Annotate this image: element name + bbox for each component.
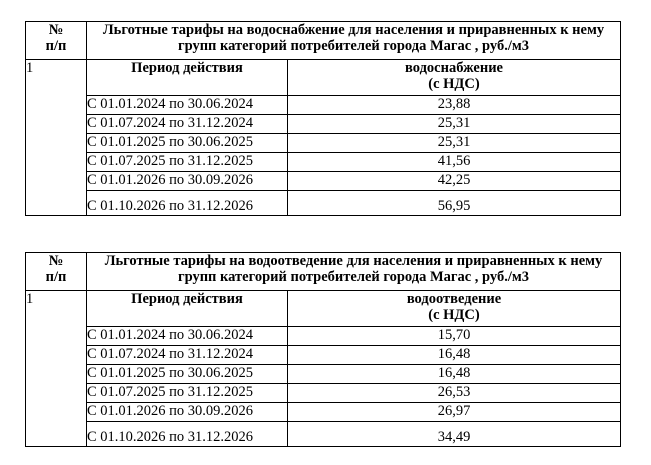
table-row bbox=[26, 327, 621, 346]
row-number-cell bbox=[26, 60, 87, 216]
table-row bbox=[26, 384, 621, 403]
value-cell: 56,95 bbox=[288, 191, 621, 216]
row-number: 1 bbox=[26, 60, 34, 76]
value-cell: 26,53 bbox=[288, 384, 621, 403]
table-row bbox=[26, 422, 621, 447]
value-cell: 34,49 bbox=[288, 422, 621, 447]
period-cell: С 01.07.2024 по 31.12.2024 bbox=[87, 346, 288, 365]
table-row bbox=[26, 153, 621, 172]
period-cell: С 01.07.2025 по 31.12.2025 bbox=[87, 153, 288, 172]
table-row bbox=[26, 96, 621, 115]
value-header bbox=[288, 291, 621, 327]
row-number-header-label: № п/п bbox=[45, 22, 67, 54]
period-header bbox=[87, 291, 288, 327]
row-number-header bbox=[26, 22, 87, 60]
table-header-row bbox=[26, 22, 621, 60]
period-header-label: Период действия bbox=[131, 60, 243, 76]
value-cell: 16,48 bbox=[288, 346, 621, 365]
value-cell: 26,97 bbox=[288, 403, 621, 422]
row-number: 1 bbox=[26, 291, 34, 307]
period-cell: С 01.01.2026 по 30.09.2026 bbox=[87, 172, 288, 191]
water-supply-tariff-table bbox=[25, 21, 621, 216]
value-cell: 25,31 bbox=[288, 115, 621, 134]
period-cell: С 01.01.2024 по 30.06.2024 bbox=[87, 96, 288, 115]
table-title-text: Льготные тарифы на водоотведение для населения и приравненных к нему групп категорий потребителей города Магас , руб./м3 bbox=[104, 253, 603, 285]
value-cell: 23,88 bbox=[288, 96, 621, 115]
wastewater-tariff-table bbox=[25, 252, 621, 447]
period-cell: С 01.01.2024 по 30.06.2024 bbox=[87, 327, 288, 346]
table-header-row bbox=[26, 253, 621, 291]
table-title bbox=[87, 253, 621, 291]
value-cell: 15,70 bbox=[288, 327, 621, 346]
table-subheader-row bbox=[26, 291, 621, 327]
row-number-header-label: № п/п bbox=[45, 253, 67, 285]
row-number-cell bbox=[26, 291, 87, 447]
value-header bbox=[288, 60, 621, 96]
period-header bbox=[87, 60, 288, 96]
table-row bbox=[26, 172, 621, 191]
table-title bbox=[87, 22, 621, 60]
value-cell: 25,31 bbox=[288, 134, 621, 153]
table-row bbox=[26, 346, 621, 365]
period-cell: С 01.10.2026 по 31.12.2026 bbox=[87, 191, 288, 216]
period-cell: С 01.01.2025 по 30.06.2025 bbox=[87, 134, 288, 153]
table-title-text: Льготные тарифы на водоснабжение для населения и приравненных к нему групп категорий потребителей города Магас , руб./м3 bbox=[102, 22, 605, 54]
period-cell: С 01.07.2024 по 31.12.2024 bbox=[87, 115, 288, 134]
period-cell: С 01.01.2025 по 30.06.2025 bbox=[87, 365, 288, 384]
table-row bbox=[26, 115, 621, 134]
period-cell: С 01.07.2025 по 31.12.2025 bbox=[87, 384, 288, 403]
value-header-label: водоотведение (с НДС) bbox=[406, 291, 502, 323]
table-row bbox=[26, 191, 621, 216]
value-cell: 41,56 bbox=[288, 153, 621, 172]
period-cell: С 01.10.2026 по 31.12.2026 bbox=[87, 422, 288, 447]
table-subheader-row bbox=[26, 60, 621, 96]
row-number-header bbox=[26, 253, 87, 291]
period-header-label: Период действия bbox=[131, 291, 243, 307]
value-cell: 16,48 bbox=[288, 365, 621, 384]
value-cell: 42,25 bbox=[288, 172, 621, 191]
value-header-label: водоснабжение (с НДС) bbox=[405, 60, 503, 92]
period-cell: С 01.01.2026 по 30.09.2026 bbox=[87, 403, 288, 422]
table-row bbox=[26, 134, 621, 153]
table-row bbox=[26, 403, 621, 422]
table-row bbox=[26, 365, 621, 384]
